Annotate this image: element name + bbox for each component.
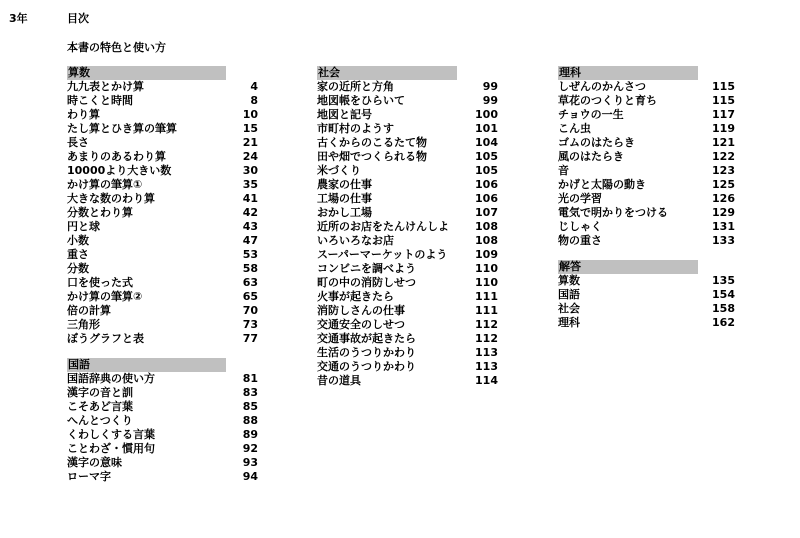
toc-entry	[67, 178, 258, 192]
entry-page-number: 112	[475, 318, 498, 331]
entry-title: しぜんのかんさつ	[558, 80, 646, 93]
entry-title: チョウの一生	[558, 108, 624, 121]
toc-entry	[317, 94, 498, 108]
entry-title: 交通のうつりかわり	[317, 360, 416, 373]
entry-title: 農家の仕事	[317, 178, 372, 191]
entry-title: いろいろなお店	[317, 234, 394, 247]
entry-page-number: 117	[712, 108, 735, 121]
entry-page-number: 135	[712, 274, 735, 287]
entry-title: 生活のうつりかわり	[317, 346, 416, 359]
toc-entry	[67, 318, 258, 332]
entry-title: ゴムのはたらき	[558, 136, 635, 149]
toc-entry	[317, 108, 498, 122]
entry-page-number: 73	[242, 318, 258, 331]
toc-entry	[317, 248, 498, 262]
entry-title: 大きな数のわり算	[67, 192, 155, 205]
entry-page-number: 35	[242, 178, 258, 191]
toc-entry	[317, 318, 498, 332]
entry-title: 小数	[67, 234, 89, 247]
entry-title: 社会	[558, 302, 580, 315]
entry-title: 交通安全のしせつ	[317, 318, 405, 331]
entry-title: 長さ	[67, 136, 89, 149]
toc-entry	[558, 192, 735, 206]
toc-section	[558, 260, 735, 330]
entry-title: 電気で明かりをつける	[558, 206, 668, 219]
entry-title: 町の中の消防しせつ	[317, 276, 416, 289]
entry-title: 漢字の意味	[67, 456, 122, 469]
page-title: 目次	[67, 12, 89, 25]
toc-entry	[317, 220, 498, 234]
toc-entry	[67, 442, 258, 456]
entry-title: 光の学習	[558, 192, 602, 205]
entry-page-number: 101	[475, 122, 498, 135]
entry-page-number: 123	[712, 164, 735, 177]
entry-page-number: 122	[712, 150, 735, 163]
entry-title: たし算とひき算の筆算	[67, 122, 177, 135]
entry-page-number: 99	[482, 80, 498, 93]
toc-entry	[67, 192, 258, 206]
entry-title: 昔の道具	[317, 374, 361, 387]
toc-column-2	[317, 66, 498, 400]
entry-page-number: 65	[242, 290, 258, 303]
entry-title: 工場の仕事	[317, 192, 372, 205]
entry-title: 理科	[558, 316, 580, 329]
entry-title: かけ算の筆算②	[67, 290, 143, 303]
entry-title: 風のはたらき	[558, 150, 624, 163]
toc-section	[558, 66, 735, 248]
toc-entry	[558, 136, 735, 150]
section-heading: 理科	[558, 66, 698, 80]
toc-entry	[67, 290, 258, 304]
entry-page-number: 42	[242, 206, 258, 219]
entry-page-number: 77	[242, 332, 258, 345]
entry-page-number: 99	[482, 94, 498, 107]
entry-page-number: 154	[712, 288, 735, 301]
entry-title: こん虫	[558, 122, 591, 135]
entry-page-number: 111	[475, 304, 498, 317]
entry-page-number: 15	[242, 122, 258, 135]
entry-title: 地図帳をひらいて	[317, 94, 405, 107]
entry-title: 倍の計算	[67, 304, 111, 317]
toc-entry	[317, 122, 498, 136]
entry-page-number: 41	[242, 192, 258, 205]
entry-title: へんとつくり	[67, 414, 133, 427]
intro-entry: 本書の特色と使い方	[67, 41, 166, 54]
entry-title: 音	[558, 164, 569, 177]
toc-entry	[67, 248, 258, 262]
toc-entry	[317, 332, 498, 346]
entry-title: 時こくと時間	[67, 94, 133, 107]
toc-entry	[317, 136, 498, 150]
toc-entry	[558, 150, 735, 164]
toc-entry	[67, 80, 258, 94]
toc-entry	[67, 136, 258, 150]
toc-entry	[67, 206, 258, 220]
toc-entry	[67, 332, 258, 346]
entry-page-number: 129	[712, 206, 735, 219]
entry-page-number: 131	[712, 220, 735, 233]
entry-page-number: 24	[242, 150, 258, 163]
toc-entry	[317, 192, 498, 206]
entry-page-number: 133	[712, 234, 735, 247]
toc-entry	[558, 234, 735, 248]
toc-entry	[558, 94, 735, 108]
toc-entry	[317, 262, 498, 276]
entry-title: 田や畑でつくられる物	[317, 150, 427, 163]
entry-page-number: 113	[475, 360, 498, 373]
entry-title: 国語	[558, 288, 580, 301]
toc-entry	[317, 346, 498, 360]
entry-page-number: 63	[242, 276, 258, 289]
toc-entry	[317, 374, 498, 388]
entry-title: 算数	[558, 274, 580, 287]
entry-title: 近所のお店をたんけんしよ	[317, 220, 449, 233]
grade-label: 3年	[9, 12, 28, 25]
toc-entry	[317, 206, 498, 220]
entry-title: 草花のつくりと育ち	[558, 94, 657, 107]
entry-title: 市町村のようす	[317, 122, 394, 135]
entry-page-number: 92	[242, 442, 258, 455]
entry-page-number: 111	[475, 290, 498, 303]
toc-entry	[317, 178, 498, 192]
entry-title: わり算	[67, 108, 100, 121]
entry-title: 円と球	[67, 220, 100, 233]
entry-page-number: 109	[475, 248, 498, 261]
entry-title: じしゃく	[558, 220, 602, 233]
entry-title: ことわざ・慣用句	[67, 442, 155, 455]
entry-page-number: 106	[475, 178, 498, 191]
entry-title: スーパーマーケットのよう	[317, 248, 448, 261]
toc-entry	[67, 372, 258, 386]
toc-entry	[67, 470, 258, 484]
toc-entry	[67, 164, 258, 178]
entry-page-number: 114	[475, 374, 498, 387]
entry-title: 地図と記号	[317, 108, 372, 121]
entry-title: 10000より大きい数	[67, 164, 172, 177]
entry-page-number: 106	[475, 192, 498, 205]
entry-page-number: 105	[475, 150, 498, 163]
entry-title: かけ算の筆算①	[67, 178, 143, 191]
entry-page-number: 85	[242, 400, 258, 413]
toc-entry	[67, 262, 258, 276]
entry-page-number: 125	[712, 178, 735, 191]
entry-title: コンビニを調べよう	[317, 262, 416, 275]
entry-page-number: 126	[712, 192, 735, 205]
toc-entry	[67, 456, 258, 470]
entry-page-number: 53	[242, 248, 258, 261]
entry-page-number: 110	[475, 262, 498, 275]
entry-page-number: 94	[242, 470, 258, 483]
toc-entry	[67, 234, 258, 248]
toc-entry	[317, 234, 498, 248]
toc-entry	[558, 316, 735, 330]
entry-page-number: 115	[712, 94, 735, 107]
entry-page-number: 89	[242, 428, 258, 441]
entry-page-number: 110	[475, 276, 498, 289]
entry-title: かげと太陽の動き	[558, 178, 646, 191]
toc-entry	[317, 304, 498, 318]
entry-page-number: 107	[475, 206, 498, 219]
entry-page-number: 43	[242, 220, 258, 233]
entry-page-number: 70	[242, 304, 258, 317]
section-heading: 社会	[317, 66, 457, 80]
toc-entry	[558, 274, 735, 288]
entry-title: 物の重さ	[558, 234, 602, 247]
toc-entry	[67, 414, 258, 428]
toc-column-1	[67, 66, 258, 496]
entry-title: おかし工場	[317, 206, 372, 219]
entry-title: こそあど言葉	[67, 400, 133, 413]
entry-page-number: 113	[475, 346, 498, 359]
toc-entry	[67, 108, 258, 122]
section-heading: 解答	[558, 260, 698, 274]
entry-title: ぼうグラフと表	[67, 332, 144, 345]
toc-entry	[558, 108, 735, 122]
entry-page-number: 81	[242, 372, 258, 385]
entry-page-number: 108	[475, 220, 498, 233]
entry-page-number: 162	[712, 316, 735, 329]
toc-section	[67, 358, 258, 484]
entry-title: 九九表とかけ算	[67, 80, 144, 93]
entry-page-number: 4	[250, 80, 258, 93]
entry-title: 家の近所と方角	[317, 80, 394, 93]
section-heading: 国語	[67, 358, 226, 372]
entry-title: ローマ字	[67, 470, 111, 483]
entry-page-number: 93	[242, 456, 258, 469]
entry-title: 口を使った式	[67, 276, 133, 289]
toc-column-3	[558, 66, 735, 342]
entry-page-number: 121	[712, 136, 735, 149]
toc-section	[67, 66, 258, 346]
entry-title: 消防しさんの仕事	[317, 304, 405, 317]
toc-entry	[558, 206, 735, 220]
entry-title: くわしくする言葉	[67, 428, 155, 441]
toc-entry	[67, 386, 258, 400]
entry-page-number: 108	[475, 234, 498, 247]
toc-entry	[317, 276, 498, 290]
entry-title: 古くからのこるたて物	[317, 136, 427, 149]
toc-entry	[67, 122, 258, 136]
entry-page-number: 119	[712, 122, 735, 135]
toc-entry	[67, 150, 258, 164]
entry-title: 重さ	[67, 248, 89, 261]
entry-page-number: 83	[242, 386, 258, 399]
entry-page-number: 8	[250, 94, 258, 107]
entry-page-number: 115	[712, 80, 735, 93]
toc-entry	[558, 288, 735, 302]
toc-entry	[67, 94, 258, 108]
entry-page-number: 104	[475, 136, 498, 149]
toc-entry	[317, 164, 498, 178]
toc-entry	[67, 304, 258, 318]
entry-title: 火事が起きたら	[317, 290, 394, 303]
entry-title: 漢字の音と訓	[67, 386, 133, 399]
entry-page-number: 88	[242, 414, 258, 427]
toc-entry	[558, 80, 735, 94]
section-heading: 算数	[67, 66, 226, 80]
entry-page-number: 105	[475, 164, 498, 177]
toc-entry	[317, 150, 498, 164]
entry-page-number: 47	[242, 234, 258, 247]
entry-title: 国語辞典の使い方	[67, 372, 155, 385]
entry-title: 米づくり	[317, 164, 361, 177]
entry-page-number: 30	[242, 164, 258, 177]
toc-entry	[67, 400, 258, 414]
toc-entry	[317, 360, 498, 374]
entry-page-number: 112	[475, 332, 498, 345]
entry-page-number: 158	[712, 302, 735, 315]
entry-page-number: 100	[475, 108, 498, 121]
entry-page-number: 58	[242, 262, 258, 275]
toc-entry	[558, 220, 735, 234]
entry-page-number: 10	[242, 108, 258, 121]
toc-entry	[558, 164, 735, 178]
entry-title: 交通事故が起きたら	[317, 332, 416, 345]
toc-entry	[558, 302, 735, 316]
toc-entry	[67, 428, 258, 442]
toc-entry	[317, 290, 498, 304]
entry-title: 分数とわり算	[67, 206, 133, 219]
toc-entry	[317, 80, 498, 94]
toc-entry	[558, 178, 735, 192]
entry-title: あまりのあるわり算	[67, 150, 166, 163]
toc-section	[317, 66, 498, 388]
entry-title: 分数	[67, 262, 89, 275]
entry-title: 三角形	[67, 318, 100, 331]
toc-entry	[67, 220, 258, 234]
entry-page-number: 21	[242, 136, 258, 149]
toc-entry	[558, 122, 735, 136]
toc-entry	[67, 276, 258, 290]
